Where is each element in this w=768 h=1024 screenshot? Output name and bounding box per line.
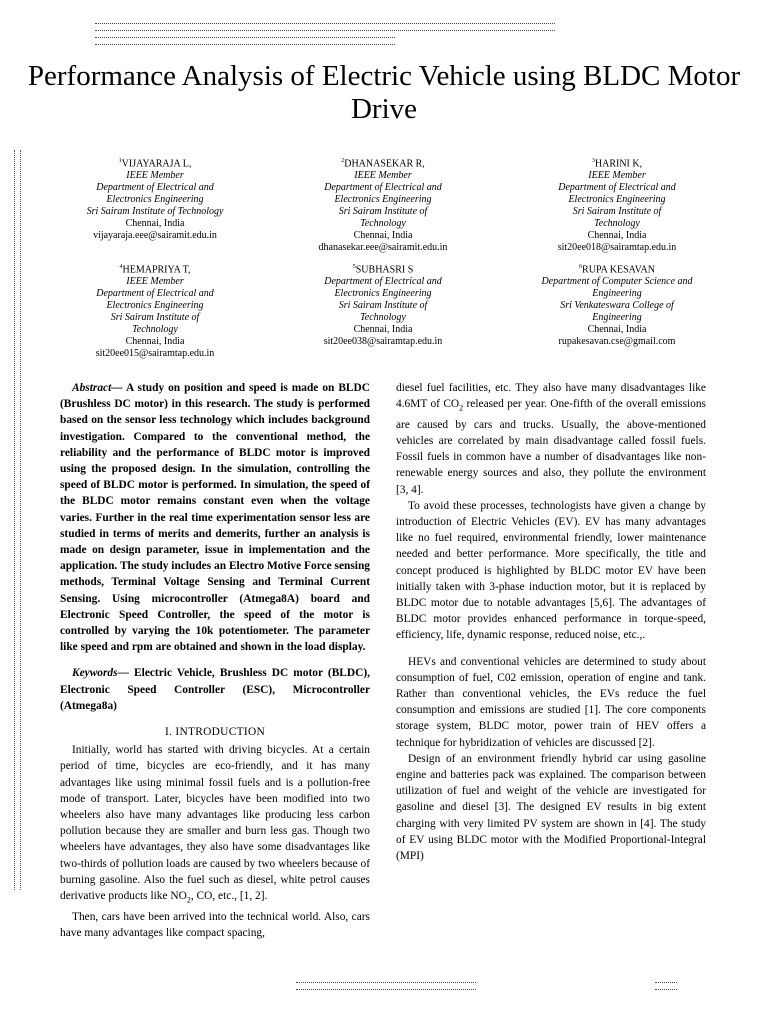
author-6: $^6$RUPA KESAVAN Department of Computer Science and Engineering Sri Venkateswara College of Engineering Chennai, India rupakesavan.cse@gmail.com xyxy=(541,264,693,348)
footer-banner-left xyxy=(296,982,476,990)
header-banner-line-2 xyxy=(95,37,395,45)
intro-paragraph-5: HEVs and conventional vehicles are determined to study about consumption of fuel, C02 emission, operation of engine and tank. Rather than conventional vehicles, the EVs reduce the fuel consumption and emissions are studied [1]. The core components storage system, BLDC motor, power train of HEV offers a technique for hybridization of vehicles are discussed [2]. xyxy=(396,655,706,749)
author-5: $^5$SUBHASRI S Department of Electrical and Electronics Engineering Sri Sairam Institute of Technology Chennai, India sit20ee038@sairamtap.edu.in xyxy=(323,264,443,348)
author-1: $^1$VIJAYARAJA L, IEEE Member Department of Electrical and Electronics Engineering Sri Sairam Institute of Technology Chennai, India vijayaraja.eee@sairamit.edu.in xyxy=(86,158,224,242)
header-banner-line-1 xyxy=(95,23,555,31)
intro-paragraph-3: diesel fuel facilities, etc. They also have many disadvantages like 4.6MT of $CO_2$ released per year. One-fifth of the overall emissions are caused by cars and trucks. Usually, the above-mentioned vehicles are correlated by main disadvantage called fossil fuels. Fossil fuels in common have a number of disadvantages like non-renewable energy sources and also, they pollute the environment [3, 4]. xyxy=(396,382,706,496)
keywords: Keywords— Electric Vehicle, Brushless DC motor (BLDC), Electronic Speed Controller (ESC), Microcontroller (Atmega8a) xyxy=(60,667,370,712)
right-column xyxy=(396,380,706,864)
section-heading-introduction: I. INTRODUCTION xyxy=(164,726,266,739)
author-4: $^4$HEMAPRIYA T, IEEE Member Department of Electrical and Electronics Engineering Sri Sairam Institute of Technology Chennai, India sit20ee015@sairamtap.edu.in xyxy=(95,264,215,360)
footer-banner-right xyxy=(655,982,677,990)
abstract: Abstract— A study on position and speed is made on BLDC (Brushless DC motor) in this research. The study is performed based on the sensor less technology which includes background investigation. Compared to the conventional method, the reliability and the performance of BLDC motor is improved using the proposed design. In the simulation, controlling the speed of BLDC motor is performed. In simulation, the speed of the BLDC motor remains constant even when the voltage varies. Further in the real time experimentation sensor less are studied in terms of merits and demerits, further an analysis is made on design parameter, issue in implementation and the application. The study includes an Electro Motive Force sensing methods, Terminal Voltage Sensing and Terminal Current Sensing. Using microcontroller (Atmega8A) board and Electronic Speed Controller, the speed of the motor is controlled by varying the 10k potentiometer. The parameter like speed and rpm are obtained and shown in the load display. xyxy=(60,382,370,654)
author-2: $^2$DHANASEKAR R, IEEE Member Department of Electrical and Electronics Engineering Sri Sairam Institute of Technology Chennai, India dhanasekar.eee@sairamit.edu.in xyxy=(318,158,448,254)
author-3: $^3$HARINI K, IEEE Member Department of Electrical and Electronics Engineering Sri Sairam Institute of Technology Chennai, India sit20ee018@sairamtap.edu.in xyxy=(557,158,677,254)
intro-paragraph-2: Then, cars have been arrived into the technical world. Also, cars have many advantages like compact spacing, xyxy=(60,910,370,939)
intro-paragraph-4: To avoid these processes, technologists have given a change by introduction of Electric Vehicles (EV). EV has many advantages like no fuel required, environmental friendly, lower maintenance needed and better performance. More specifically, the title and concept produced is highlighted by BLDC motor EV have been initially taken with 3-phase induction motor, but it is replaced by BLDC motor due to notable advantages [5,6]. The advantages of BLDC motor provides enhanced performance in torque-speed, efficiency, life, dynamic response, reduced noise, etc.,. xyxy=(396,499,706,642)
intro-paragraph-1: Initially, world has started with driving bicycles. At a certain period of time, bicycles are eco-friendly, and it has many advantages like using minimal fossil fuels and is a pollution-free mode of transport. Later, bicycles have been modified into two wheelers also have many advantages like producing less carbon pollution because they are smaller and burn less gas. Though two wheelers have advantages, they also have some disadvantages like two-thirds of pollution loads are caused by two wheelers because of burning gasoline. Also the fuel such as diesel, white petrol causes derivative products like $NO_2$, CO, etc., [1, 2]. xyxy=(60,744,370,905)
side-banner xyxy=(14,150,21,890)
intro-paragraph-6: Design of an environment friendly hybrid car using gasoline engine and batteries pack was explained. The comparison between utilization of fuel and weight of the vehicle are investigated for gasoline and diesel [3]. The designed EV results in big extent charging with very limited PV system are shown in [4]. The study of EV using BLDC motor with the Modified Proportional-Integral (MPI) xyxy=(396,752,706,862)
paper-title: Performance Analysis of Electric Vehicle using BLDC Motor Drive xyxy=(27,60,741,125)
left-column xyxy=(60,380,370,941)
